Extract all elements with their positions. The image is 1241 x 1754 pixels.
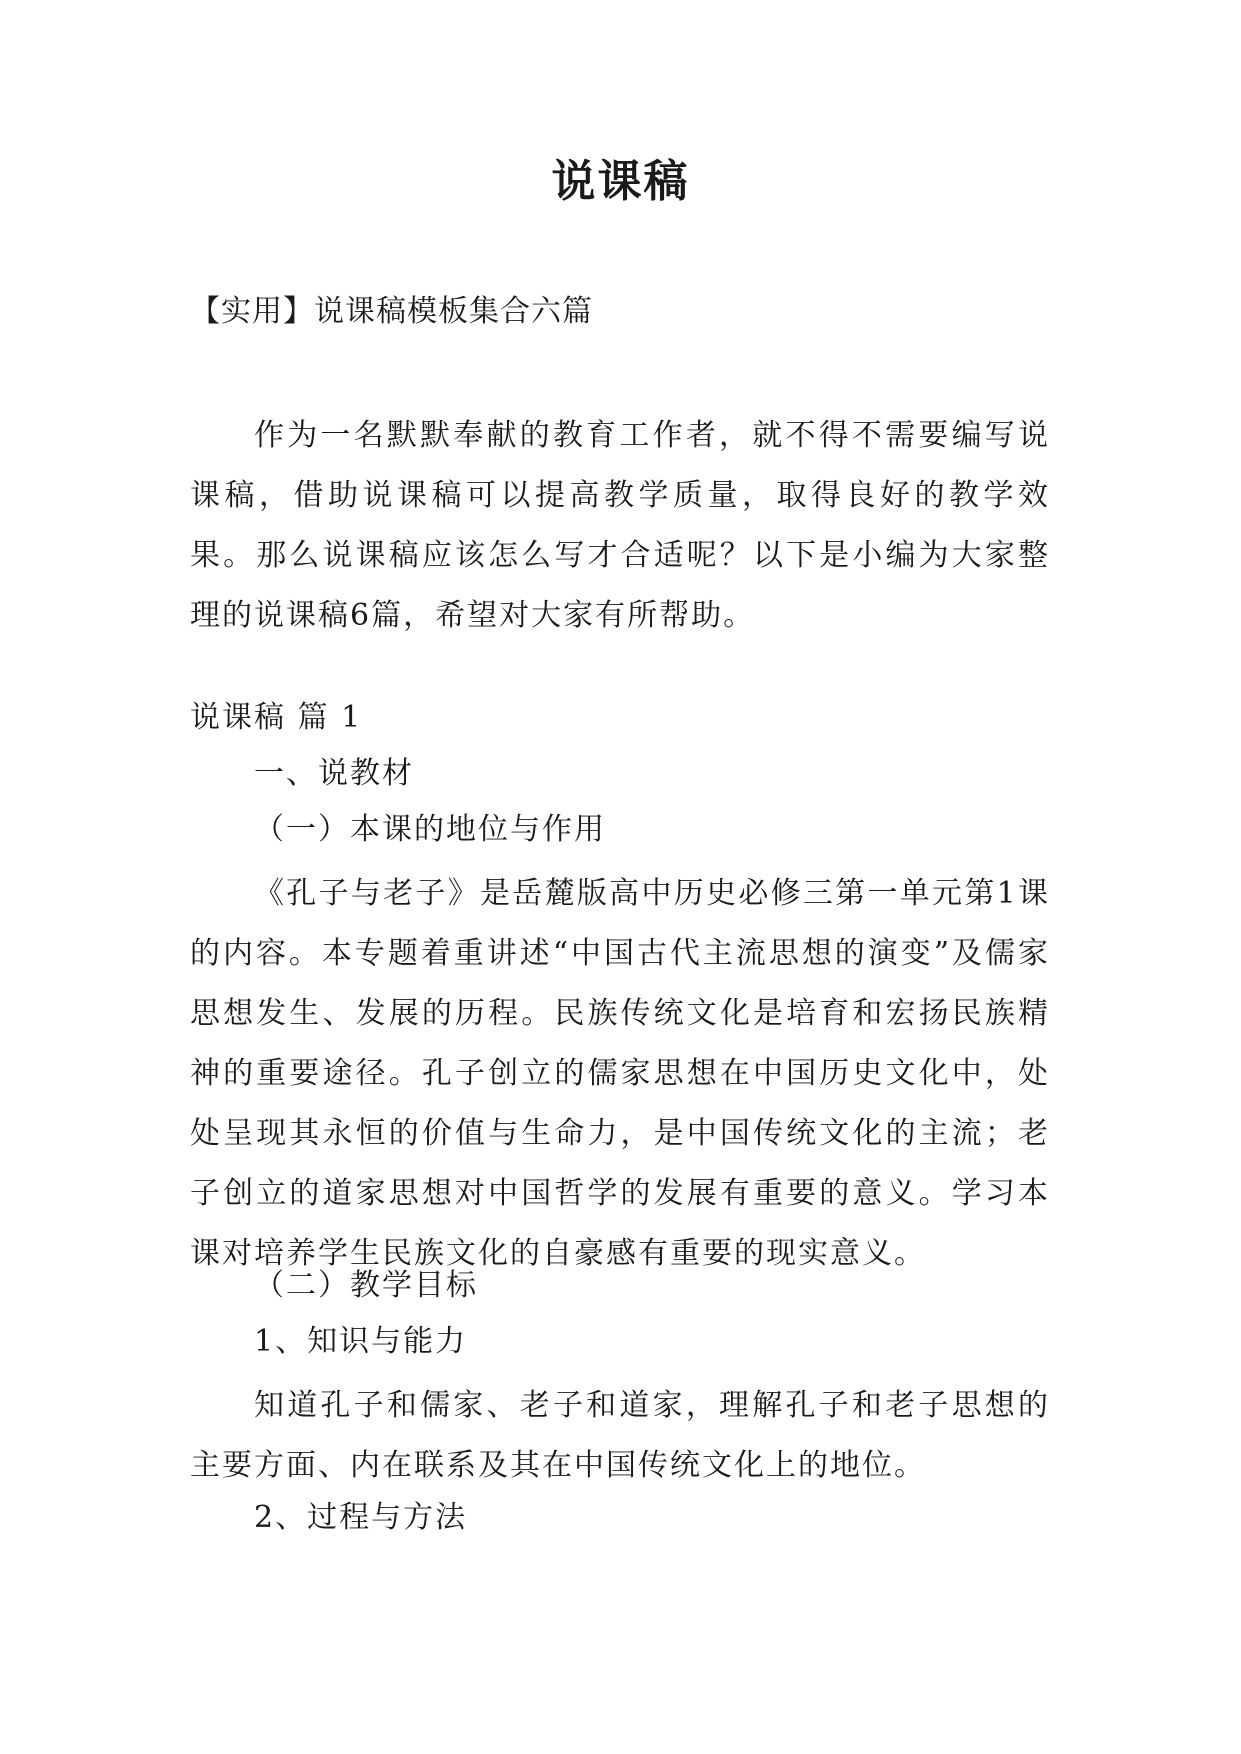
document-title: 说课稿	[551, 156, 690, 207]
intro-paragraph: 作为一名默默奉献的教育工作者，就不得不需要编写说课稿，借助说课稿可以提高教学质量，取得良好的教学效果。那么说课稿应该怎么写才合适呢？以下是小编为大家整理的说课稿6篇，希望对大家有所帮助。	[190, 418, 1050, 633]
heading-teaching-material: 一、说教材	[254, 756, 414, 791]
heading-position-role: （一）本课的地位与作用	[254, 812, 606, 847]
section-heading: 说课稿 篇 1	[190, 700, 363, 735]
heading-knowledge-ability: 1、知识与能力	[254, 1324, 468, 1359]
heading-process-method: 2、过程与方法	[254, 1500, 468, 1535]
document-subtitle: 【实用】说课稿模板集合六篇	[190, 294, 593, 329]
paragraph-position-role: 《孔子与老子》是岳麓版高中历史必修三第一单元第1课的内容。本专题着重讲述“中国古代主流思想的演变”及儒家思想发生、发展的历程。民族传统文化是培育和宏扬民族精神的重要途径。孔子创立的儒家思想在中国历史文化中，处处呈现其永恒的价值与生命力，是中国传统文化的主流；老子创立的道家思想对中国哲学的发展有重要的意义。学习本课对培养学生民族文化的自豪感有重要的现实意义。	[190, 876, 1050, 1271]
heading-teaching-goals: （二）教学目标	[254, 1268, 478, 1303]
paragraph-knowledge-ability: 知道孔子和儒家、老子和道家，理解孔子和老子思想的主要方面、内在联系及其在中国传统文化上的地位。	[190, 1388, 1050, 1483]
